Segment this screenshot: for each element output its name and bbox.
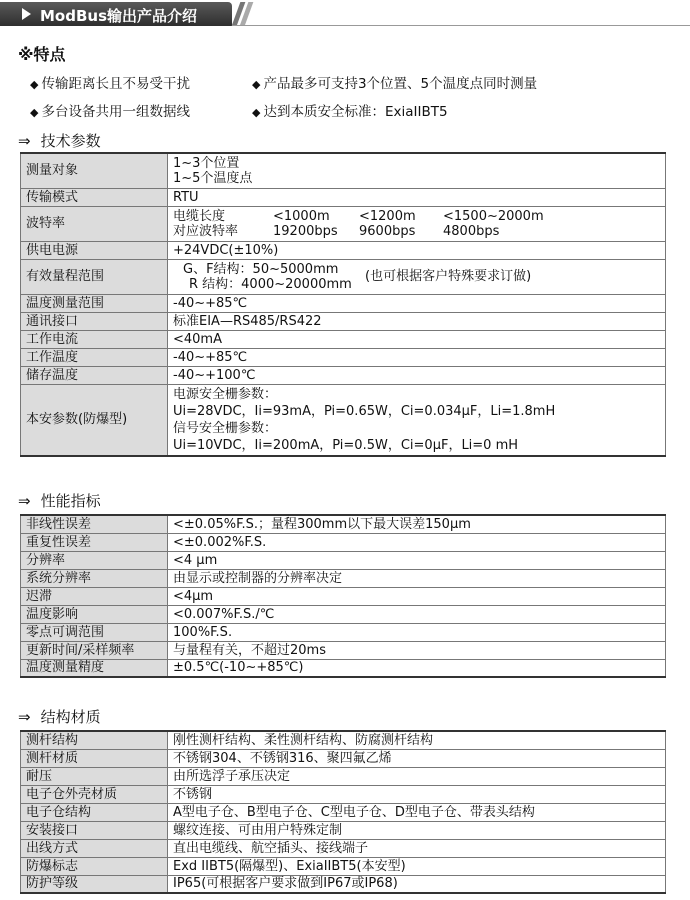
table-row	[21, 749, 666, 767]
table-row	[21, 153, 666, 188]
row-value: RTU	[168, 188, 666, 206]
row-value: 不锈钢	[168, 785, 666, 803]
feature-item: ◆ 传输距离长且不易受干扰	[30, 76, 190, 92]
row-label: 系统分辨率	[21, 569, 168, 587]
row-value: <40mA	[168, 330, 666, 348]
table-row	[21, 188, 666, 206]
row-value: A型电子仓、B型电子仓、C型电子仓、D型电子仓、带表头结构	[168, 803, 666, 821]
table-row	[21, 348, 666, 366]
table-row	[21, 533, 666, 551]
diamond-bullet-icon: ◆	[252, 78, 261, 91]
row-value: IP65(可根据客户要求做到IP67或IP68)	[168, 875, 666, 893]
table-row	[21, 241, 666, 259]
row-label: 安装接口	[21, 821, 168, 839]
row-label: 测杆结构	[21, 731, 168, 749]
row-label: 防护等级	[21, 875, 168, 893]
double-arrow-icon: ⇒	[18, 708, 31, 726]
section-heading-perf: ⇒ 性能指标	[18, 492, 101, 510]
table-row	[21, 330, 666, 348]
row-value: -40~+85℃	[168, 294, 666, 312]
banner-underline	[232, 25, 690, 26]
table-row	[21, 515, 666, 533]
table-row	[21, 605, 666, 623]
row-label: 出线方式	[21, 839, 168, 857]
row-label: 波特率	[21, 206, 168, 241]
row-label: 温度测量范围	[21, 294, 168, 312]
row-label: 更新时间/采样频率	[21, 641, 168, 659]
row-label: 工作温度	[21, 348, 168, 366]
section-heading-tech: ⇒ 技术参数	[18, 132, 101, 150]
table-row	[21, 767, 666, 785]
row-value: 由显示或控制器的分辨率决定	[168, 569, 666, 587]
play-arrow-icon	[22, 8, 31, 20]
row-label: 零点可调范围	[21, 623, 168, 641]
table-row	[21, 731, 666, 749]
row-value: 由所选浮子承压决定	[168, 767, 666, 785]
row-label: 供电电源	[21, 241, 168, 259]
table-row	[21, 785, 666, 803]
double-arrow-icon: ⇒	[18, 132, 31, 150]
structure-table	[20, 730, 666, 894]
feature-item: ◆ 产品最多可支持3个位置、5个温度点同时测量	[252, 76, 538, 92]
table-row	[21, 587, 666, 605]
performance-table	[20, 514, 666, 678]
row-value: 与量程有关，不超过20ms	[168, 641, 666, 659]
table-row	[21, 623, 666, 641]
diamond-bullet-icon: ◆	[252, 106, 261, 119]
row-value: <±0.002%F.S.	[168, 533, 666, 551]
row-value: 标准EIA—RS485/RS422	[168, 312, 666, 330]
row-value: Exd IIBT5(隔爆型)、ExiaIIBT5(本安型)	[168, 857, 666, 875]
table-row	[21, 259, 666, 294]
diamond-bullet-icon: ◆	[30, 78, 39, 91]
table-row	[21, 875, 666, 893]
tech-params-table	[20, 152, 666, 457]
row-label: 测杆材质	[21, 749, 168, 767]
row-value: 不锈钢304、不锈钢316、聚四氟乙烯	[168, 749, 666, 767]
banner-title: ModBus输出产品介绍	[40, 7, 198, 25]
row-value: 1~3个位置 1~5个温度点	[168, 153, 666, 188]
table-row	[21, 384, 666, 456]
row-value: <4μm	[168, 587, 666, 605]
table-row	[21, 366, 666, 384]
row-label: 通讯接口	[21, 312, 168, 330]
table-row	[21, 659, 666, 677]
table-row	[21, 294, 666, 312]
table-row	[21, 312, 666, 330]
table-row	[21, 839, 666, 857]
section-heading-struct: ⇒ 结构材质	[18, 708, 101, 726]
row-value: 100%F.S.	[168, 623, 666, 641]
features-heading: ※特点	[18, 45, 66, 64]
table-row	[21, 569, 666, 587]
table-row	[21, 803, 666, 821]
header-banner	[0, 2, 245, 28]
table-row	[21, 206, 666, 241]
row-label: 迟滞	[21, 587, 168, 605]
row-value: G、F结构：50~5000mm R 结构：4000~20000mm (也可根据客户特殊要求订做)	[168, 259, 666, 294]
row-label: 有效量程范围	[21, 259, 168, 294]
row-value: 刚性测杆结构、柔性测杆结构、防腐测杆结构	[168, 731, 666, 749]
diamond-bullet-icon: ◆	[30, 106, 39, 119]
row-value: ±0.5℃(-10~+85℃)	[168, 659, 666, 677]
row-label: 防爆标志	[21, 857, 168, 875]
table-row	[21, 857, 666, 875]
row-label: 电子仓外壳材质	[21, 785, 168, 803]
row-value: 电源安全栅参数： Ui=28VDC，Ii=93mA，Pi=0.65W，Ci=0.034μF，Li=1.8mH 信号安全栅参数： Ui=10VDC，Ii=200mA，Pi=0.5W，Ci=0μF，Li=0 mH	[168, 384, 666, 456]
double-arrow-icon: ⇒	[18, 492, 31, 510]
table-row	[21, 821, 666, 839]
row-value: 螺纹连接、可由用户特殊定制	[168, 821, 666, 839]
row-value: <4 μm	[168, 551, 666, 569]
row-label: 测量对象	[21, 153, 168, 188]
row-label: 温度影响	[21, 605, 168, 623]
feature-item: ◆ 达到本质安全标准：ExiaIIBT5	[252, 104, 448, 120]
row-label: 分辨率	[21, 551, 168, 569]
row-label: 重复性误差	[21, 533, 168, 551]
row-label: 本安参数(防爆型)	[21, 384, 168, 456]
table-row	[21, 641, 666, 659]
row-value: 直出电缆线、航空插头、接线端子	[168, 839, 666, 857]
row-value: <0.007%F.S./℃	[168, 605, 666, 623]
row-value: -40~+100℃	[168, 366, 666, 384]
row-label: 储存温度	[21, 366, 168, 384]
row-label: 温度测量精度	[21, 659, 168, 677]
row-label: 耐压	[21, 767, 168, 785]
feature-item: ◆ 多台设备共用一组数据线	[30, 104, 190, 120]
row-label: 传输模式	[21, 188, 168, 206]
row-value: <±0.05%F.S.；量程300mm以下最大误差150μm	[168, 515, 666, 533]
row-value: -40~+85℃	[168, 348, 666, 366]
table-row	[21, 551, 666, 569]
row-label: 非线性误差	[21, 515, 168, 533]
row-value: +24VDC(±10%)	[168, 241, 666, 259]
baud-rate-grid: 电缆长度 <1000m <1200m <1500~2000m 对应波特率 19200bps 9600bps 4800bps	[168, 206, 666, 241]
row-label: 电子仓结构	[21, 803, 168, 821]
row-label: 工作电流	[21, 330, 168, 348]
